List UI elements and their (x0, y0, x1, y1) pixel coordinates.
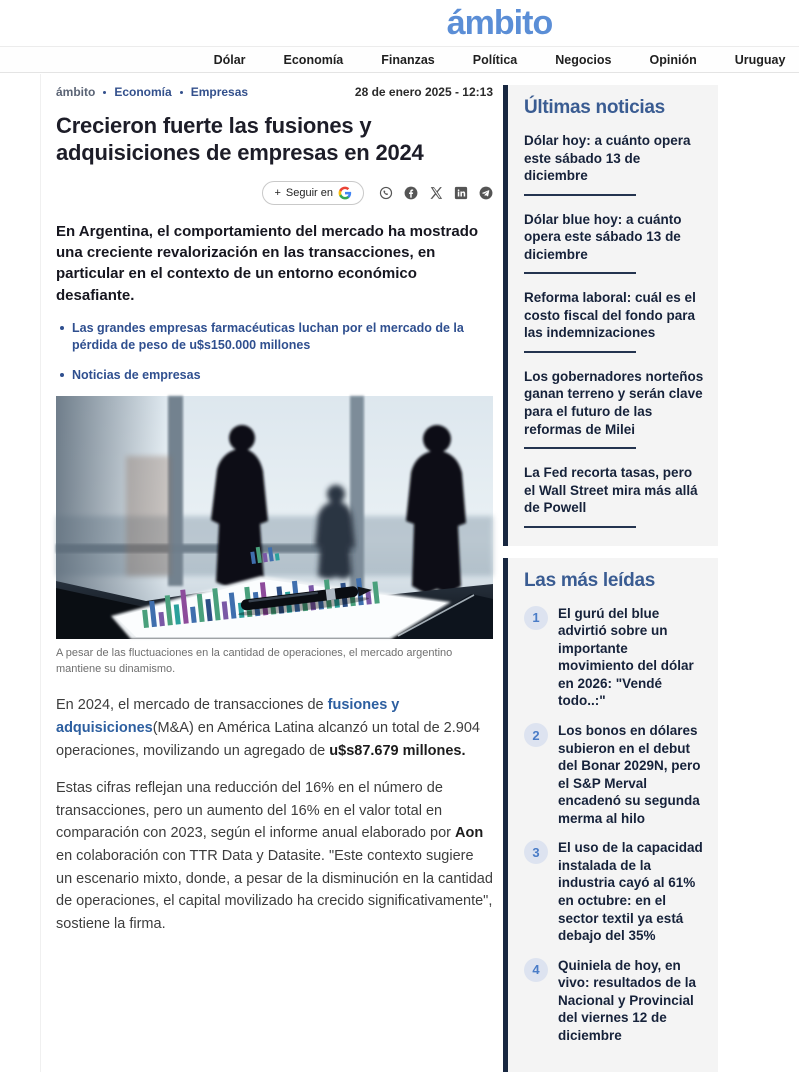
related-link-label: Las grandes empresas farmacéuticas luchan por el mercado de la pérdida de peso de u$s150.000 millones (72, 320, 464, 352)
p1-amount: u$s87.679 millones. (329, 742, 466, 759)
article-paragraph-2 (56, 777, 493, 935)
most-read-text: Quiniela de hoy, en vivo: resultados de la Nacional y Provincial del viernes 12 de diciembre (558, 957, 697, 1043)
share-bar (56, 181, 493, 205)
site-header (0, 0, 799, 46)
bullet-dot-icon (60, 326, 64, 330)
article-title: Crecieron fuerte las fusiones y adquisiciones de empresas en 2024 (56, 113, 424, 165)
main-nav (0, 46, 799, 73)
latest-news-link[interactable]: Dólar blue hoy: a cuánto opera este sábado 13 de diciembre (524, 211, 682, 262)
p2-aon: Aon (455, 825, 484, 842)
breadcrumb-separator (180, 91, 183, 94)
most-read-text: El gurú del blue advirtió sobre un importante movimiento del dólar en 2026: "Vendé todo..:" (558, 605, 694, 709)
nav-item-finanzas[interactable]: Finanzas (381, 52, 435, 67)
related-link-label: Noticias de empresas (72, 367, 201, 382)
breadcrumb-economia[interactable]: Economía (114, 85, 172, 99)
breadcrumb-ambito[interactable]: ámbito (56, 85, 96, 99)
nav-item-dolar[interactable]: Dólar (213, 52, 246, 67)
follow-label: Seguir en (285, 186, 333, 199)
latest-news-link[interactable]: Dólar hoy: a cuánto opera este sábado 13 de diciembre (524, 133, 691, 184)
p2-text: Estas cifras reflejan una reducción del 16% en el número de transacciones, pero un aumento del 16% en el valor total en comparación con 2023, según el informe anual elaborado por (56, 780, 456, 842)
most-read-link[interactable] (524, 722, 704, 827)
nav-item-opinion[interactable]: Opinión (649, 52, 697, 67)
latest-news-link[interactable]: Los gobernadores norteños ganan terreno y serán clave para el futuro de las reformas de Milei (524, 368, 704, 437)
follow-google-button[interactable] (262, 181, 364, 205)
rank-badge: 2 (524, 723, 548, 747)
google-icon (338, 186, 352, 200)
most-read-link[interactable] (524, 839, 704, 944)
bullet-dot-icon (60, 373, 64, 377)
most-read-text: Los bonos en dólares subieron en el debut del Bonar 2029N, pero el S&P Merval encadenó su segunda merma al hilo (558, 723, 701, 826)
related-link-pharma[interactable] (56, 320, 493, 354)
most-read-link[interactable] (524, 605, 704, 710)
news-divider (524, 351, 636, 353)
sidebar (503, 85, 718, 1072)
rank-badge: 3 (524, 840, 548, 864)
most-read-title: Las más leídas (524, 569, 655, 591)
latest-news-link[interactable]: Reforma laboral: cuál es el costo fiscal del fondo para las indemnizaciones (524, 290, 696, 341)
p2-text: en colaboración con TTR Data y Datasite. "Este contexto sugiere un escenario mixto, donde, a pesar de la disminución en la cantidad de operaciones, el capital movilizado ha crecido significativamente", sostiene la firma. (56, 848, 493, 932)
news-divider (524, 272, 636, 274)
latest-news-link[interactable]: La Fed recorta tasas, pero el Wall Street mira más allá de Powell (524, 465, 698, 516)
p1-text: En 2024, el mercado de transacciones de (56, 697, 328, 714)
telegram-icon[interactable] (479, 186, 493, 200)
rank-badge: 4 (524, 958, 548, 982)
content-left-divider (40, 74, 41, 1072)
news-divider (524, 194, 636, 196)
latest-news-title: Últimas noticias (524, 97, 665, 118)
related-link-empresas[interactable] (56, 367, 493, 384)
nav-item-uruguay[interactable]: Uruguay (734, 52, 786, 67)
whatsapp-icon[interactable] (379, 186, 393, 200)
latest-news-panel (503, 85, 718, 546)
plus-sign: + (274, 186, 281, 199)
facebook-icon[interactable] (404, 186, 418, 200)
nav-item-economia[interactable]: Economía (283, 52, 344, 67)
linkedin-icon[interactable] (454, 186, 468, 200)
news-divider (524, 447, 636, 449)
nav-item-politica[interactable]: Política (472, 52, 518, 67)
article-paragraph-1 (56, 694, 493, 762)
photo-caption: A pesar de las fluctuaciones en la cantidad de operaciones, el mercado argentino mantiene su dinamismo. (56, 647, 453, 676)
p1-text: (M&A) en América Latina alcanzó un total de 2.904 operaciones, movilizando un agregado de (56, 719, 480, 759)
article-column (56, 85, 493, 1072)
most-read-panel (503, 558, 718, 1072)
nav-item-negocios[interactable]: Negocios (555, 52, 612, 67)
article-date: 28 de enero 2025 - 12:13 (354, 85, 493, 99)
news-divider (524, 526, 636, 528)
x-twitter-icon[interactable] (429, 186, 443, 200)
breadcrumb (56, 85, 493, 99)
most-read-text: El uso de la capacidad instalada de la industria cayó al 61% en octubre: en el sector textil ya está debajo del 35% (558, 840, 703, 944)
article-lead: En Argentina, el comportamiento del mercado ha mostrado una creciente revalorización en las transacciones, en particular en el contexto de un entorno económico desafiante. (56, 222, 479, 304)
breadcrumb-empresas[interactable]: Empresas (190, 85, 249, 99)
rank-badge: 1 (524, 606, 548, 630)
breadcrumb-separator (103, 91, 106, 94)
article-photo (56, 396, 493, 639)
ambito-logo[interactable]: ámbito (446, 3, 553, 42)
fusiones-adquisiciones-link[interactable]: fusiones y adquisiciones (56, 697, 400, 736)
most-read-link[interactable] (524, 957, 704, 1045)
